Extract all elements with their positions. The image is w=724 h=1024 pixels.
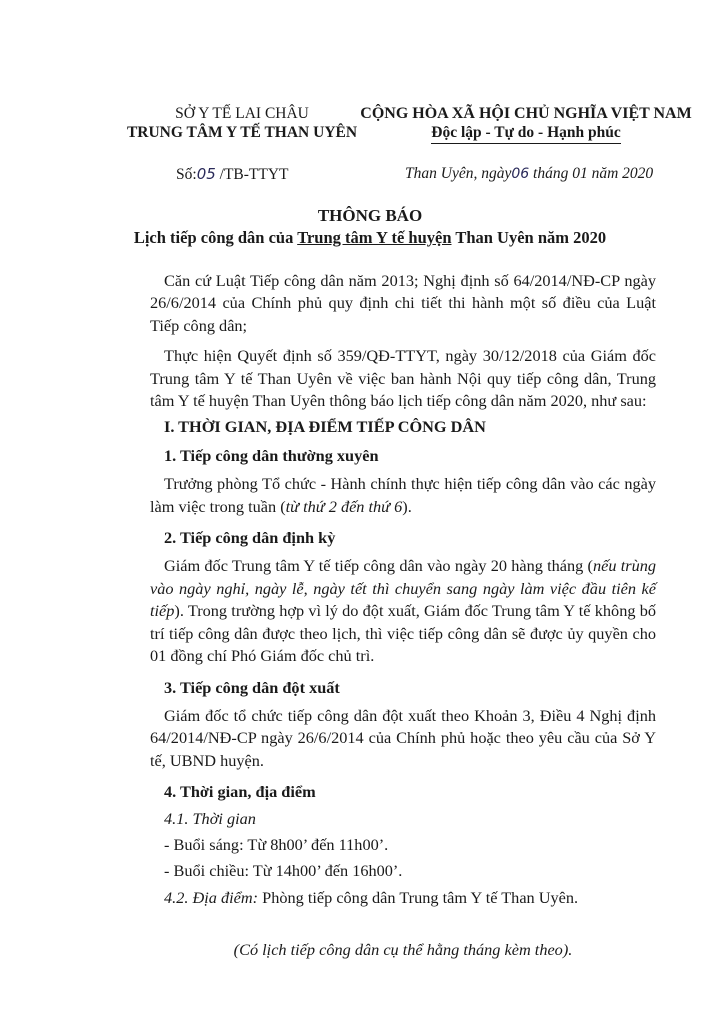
subsection-1-text: Trưởng phòng Tổ chức - Hành chính thực hiện tiếp công dân vào các ngày làm việc trong tuần (từ thứ 2 đến thứ 6).: [150, 474, 656, 516]
subsection-3-heading: 3. Tiếp công dân đột xuất: [164, 677, 340, 697]
subsection-1-heading: 1. Tiếp công dân thường xuyên: [164, 445, 379, 465]
schedule-note: (Có lịch tiếp công dân cụ thể hằng tháng kèm theo).: [233, 940, 573, 959]
time-label: 4.1. Thời gian: [164, 808, 256, 828]
title-block: [100, 205, 640, 249]
nation-name: CỘNG HÒA XÃ HỘI CHỦ NGHĨA VIỆT NAM: [360, 105, 692, 122]
subsection-2-text: Giám đốc Trung tâm Y tế tiếp công dân vào ngày 20 hàng tháng (nếu trùng vào ngày nghỉ, ngày lễ, ngày tết thì chuyển sang ngày làm việc đầu tiên kế tiếp). Trong trường hợp vì lý do đột xuất, Giám đốc Trung tâm Y tế không bố trí tiếp công dân được theo lịch, thì việc tiếp công dân sẽ được ủy quyền cho 01 đồng chí Phó Giám đốc chủ trì.: [150, 556, 656, 666]
document-title: THÔNG BÁO: [317, 206, 423, 225]
afternoon-hours: - Buổi chiều: Từ 14h00’ đến 16h00’.: [164, 861, 403, 881]
document-subtitle: Lịch tiếp công dân của Trung tâm Y tế huyện Than Uyên năm 2020: [133, 228, 607, 247]
morning-hours: - Buổi sáng: Từ 8h00’ đến 11h00’.: [164, 834, 389, 854]
issue-date: Than Uyên, ngày06 tháng 01 năm 2020: [405, 165, 654, 182]
issuing-agency: [112, 104, 372, 142]
subsection-4-heading: 4. Thời gian, địa điểm: [164, 782, 316, 802]
motto: Độc lập - Tự do - Hạnh phúc: [431, 123, 620, 144]
handwritten-day: 06: [511, 166, 530, 182]
paragraph-implementation: Thực hiện Quyết định số 359/QĐ-TTYT, ngày 30/12/2018 của Giám đốc Trung tâm Y tế Than Uyên về việc ban hành Nội quy tiếp công dân, Trung tâm Y tế huyện Than Uyên thông báo lịch tiếp công dân năm 2020, như sau:: [150, 346, 656, 411]
subsection-2-heading: 2. Tiếp công dân định kỳ: [164, 528, 336, 548]
document-number: Số:05 /TB-TTYT: [176, 165, 289, 183]
document-body: [150, 270, 656, 909]
agency-name: TRUNG TÂM Y TẾ THAN UYÊN: [126, 124, 358, 141]
paragraph-basis: Căn cứ Luật Tiếp công dân năm 2013; Nghị định số 64/2014/NĐ-CP ngày 26/6/2014 của Chính phủ quy định chi tiết thi hành một số điều của Luật Tiếp công dân;: [150, 271, 656, 335]
location: 4.2. Địa điểm: Phòng tiếp công dân Trung tâm Y tế Than Uyên.: [164, 887, 579, 907]
section-heading: I. THỜI GIAN, ĐỊA ĐIỂM TIẾP CÔNG DÂN: [164, 417, 486, 437]
national-header: [356, 104, 696, 144]
handwritten-number: 05: [196, 165, 216, 183]
parent-agency: SỞ Y TẾ LAI CHÂU: [175, 105, 309, 122]
subsection-3-text: Giám đốc tổ chức tiếp công dân đột xuất theo Khoản 3, Điều 4 Nghị định 64/2014/NĐ-CP ngày 26/6/2014 của Chính phủ hoặc theo yêu cầu của Sở Y tế, UBND huyện.: [150, 705, 656, 770]
